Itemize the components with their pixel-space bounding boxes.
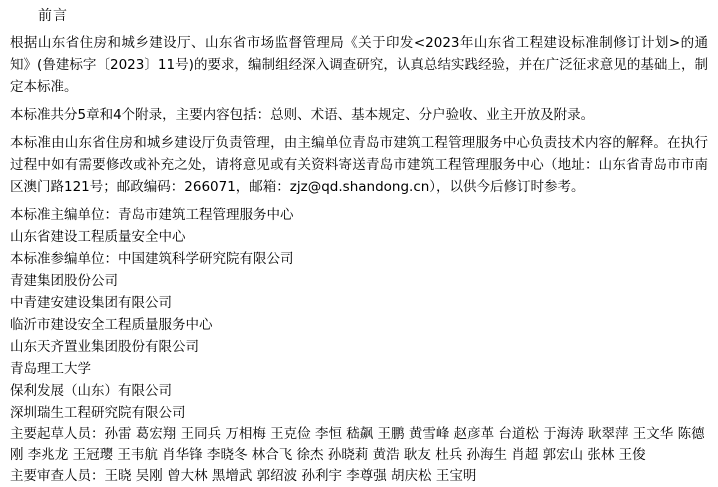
- page-title: 前言: [38, 8, 68, 24]
- section-value: 王晓 吴刚 曾大林 黑增武 郭绍波 孙利宇 李尊强 胡庆松 王宝明: [104, 468, 477, 484]
- section-label: 本标准主编单位：: [10, 207, 118, 223]
- section-label: 主要起草人员：: [10, 426, 105, 442]
- section-participating-units: [10, 248, 708, 424]
- section-extra-line: 刚 李兆龙 王冠璎 王韦航 肖华锋 李晓冬 林合飞 徐杰 孙晓莉 黄浩 耿友 杜兵 孙海生 肖超 郭宏山 张林 王俊: [10, 447, 646, 463]
- section-label: 主要审查人员：: [10, 468, 105, 484]
- paragraph-3: 本标准由山东省住房和城乡建设厅负责管理，由主编单位青岛市建筑工程管理服务中心负责技术内容的解释。在执行过程中如有需要修改或补充之处，请将意见或有关资料寄送青岛市建筑工程管理服务中心（地址：山东省青岛市市南区澳门路121号；邮政编码：266071，邮箱：zjz@qd.shandong.cn），以供今后修订时参考。: [10, 135, 708, 195]
- section-value: 中国建筑科学研究院有限公司: [118, 251, 294, 267]
- section-extra-line: 山东省建设工程质量安全中心: [10, 229, 186, 245]
- section-extra-line: 青岛理工大学: [10, 361, 91, 377]
- section-extra-line: 临沂市建设安全工程质量服务中心: [10, 317, 213, 333]
- section-chief-editor-units: [10, 204, 708, 248]
- paragraph-1: 根据山东省住房和城乡建设厅、山东省市场监督管理局《关于印发<2023年山东省工程建设标准制修订计划>的通知》(鲁建标字〔2023〕11号)的要求，编制组经深入调查研究，认真总结实践经验，并在广泛征求意见的基础上，制定本标准。: [10, 35, 708, 95]
- section-line: [10, 248, 708, 270]
- paragraph-2: 本标准共分5章和4个附录，主要内容包括：总则、术语、基本规定、分户验收、业主开放及附录。: [10, 107, 595, 123]
- section-line: [10, 204, 708, 226]
- section-main-reviewers: [10, 466, 708, 487]
- section-main-drafters: [10, 424, 708, 466]
- section-extra-line: 中青建安建设集团有限公司: [10, 295, 172, 311]
- section-value: 青岛市建筑工程管理服务中心: [118, 207, 294, 223]
- section-value: 孙雷 葛宏翔 王同兵 万相梅 王克俭 李恒 嵇飙 王鹏 黄雪峰 赵彦革 台道松 于海涛 耿翠萍 王文华 陈德: [104, 426, 705, 442]
- section-extra-line: 深圳瑞生工程研究院有限公司: [10, 405, 186, 421]
- section-extra-line: 山东天齐置业集团股份有限公司: [10, 339, 199, 355]
- section-label: 本标准参编单位：: [10, 251, 118, 267]
- section-extra-line: 青建集团股份公司: [10, 273, 118, 289]
- section-extra-line: 保利发展（山东）有限公司: [10, 383, 172, 399]
- section-line: [10, 466, 708, 487]
- section-line: [10, 424, 708, 445]
